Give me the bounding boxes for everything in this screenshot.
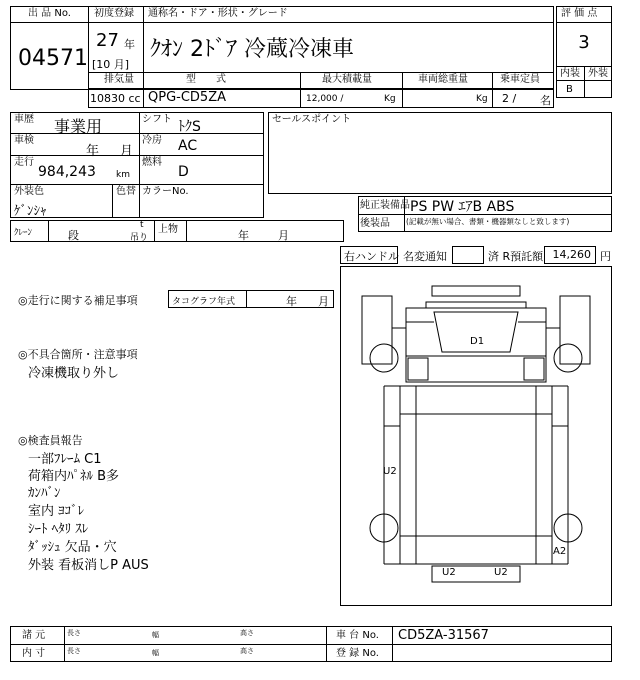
reg-year-unit: 年 [124,38,135,51]
exterior-color-value: ｹﾞﾝｼｬ [14,204,47,219]
reg-month: [10 月] [92,58,130,71]
exterior-grade-label: 外装 [588,68,608,79]
tachograph-year: 年 [286,295,297,308]
crane-lift: 吊り [130,233,149,243]
color-code-label: カラーNo. [142,186,189,197]
crane-t: t [140,220,144,230]
fuel-value: D [178,164,189,180]
tachograph-label: タコグラフ年式 [172,297,236,307]
model-value: QPG-CD5ZA [148,90,226,105]
height-label: 高さ [240,629,254,637]
lot-label: 出 品 No. [28,8,71,19]
report-line: 外装 看板消しP AUS [28,558,149,573]
ac-value: AC [178,138,198,154]
fuel-label: 燃料 [142,157,162,168]
damage-mark: U2 [383,466,397,477]
displacement-value: 10830 cc [90,92,141,105]
damage-mark: U2 [494,567,508,578]
grade-label: 評 価 点 [561,8,598,19]
history-value: 事業用 [54,117,103,136]
interior-grade-label: 内装 [560,68,580,79]
chassis-label: 車 台 No. [336,630,379,641]
dims-label: 諸 元 [22,630,46,641]
ac-label: 冷房 [142,135,162,146]
driving-notes-title: ◎走行に関する補足事項 [18,294,138,307]
upper-month: 月 [278,229,289,242]
report-line: 荷箱内ﾊﾟﾈﾙ B多 [28,469,120,484]
upper-year: 年 [238,229,249,242]
vehicle-diagram [340,266,612,606]
width-label: 幅 [152,631,159,639]
steering-box: 右ハンドル [340,246,398,264]
aftermarket-note: (記載が無い場合、書類・機器類なしと致します) [406,217,570,226]
capacity-unit: 名 [540,94,551,107]
name-change-box [452,246,484,264]
shift-value: ﾄｸS [178,119,201,135]
report-line: 一部ﾌﾚｰﾑ C1 [28,452,102,467]
defect-item: 冷凍機取り外し [28,366,120,381]
tachograph-month: 月 [318,295,329,308]
displacement-label: 排気量 [104,74,134,85]
sales-point-label: セールスポイント [272,114,352,125]
height-label: 高さ [240,647,254,655]
report-line: ﾀﾞｯｼｭ 欠品・穴 [28,540,117,555]
recycle-amount: 14,260 [544,246,596,264]
capacity-label: 乗車定員 [500,74,540,85]
history-label: 車歴 [14,114,34,125]
capacity-value: 2 / [502,92,517,105]
length-label: 長さ [67,647,81,655]
width-label: 幅 [152,649,159,657]
reg-year: 27 [96,30,119,51]
name-label: 通称名・ドア・形状・グレード [148,8,288,19]
inspection-year: 年 [86,144,100,159]
shift-label: シフト [142,114,172,125]
inspector-report-title: ◎検査員報告 [18,434,83,447]
recycle-label: 済 R預託額 [488,250,544,263]
chassis-number: CD5ZA-31567 [398,628,489,643]
model-label: 型 式 [186,74,226,85]
mileage-unit: km [116,170,130,180]
mileage-label: 走行 [14,157,34,168]
max-load-unit: Kg [384,94,396,104]
equipment-value: PS PW ｴｱB ABS [410,199,515,215]
inspection-label: 車検 [14,135,34,146]
upper-label: 上物 [158,224,178,235]
equipment-label: 純正装備品 [360,200,410,211]
color-change-label: 色替 [116,186,136,197]
grade-value: 3 [578,32,590,53]
first-reg-label: 初度登録 [94,8,134,19]
recycle-unit: 円 [600,250,611,263]
crane-label: ｸﾚｰﾝ [14,228,33,238]
defect-title: ◎不具合箇所・注意事項 [18,348,138,361]
length-label: 長さ [67,629,81,637]
name-change-label: 名変通知 [403,250,447,263]
damage-mark: U2 [442,567,456,578]
report-line: ｶﾝﾊﾞﾝ [28,486,61,501]
report-line: 室内 ﾖｺﾞﾚ [28,504,85,519]
interior-grade-value: B [566,84,573,95]
damage-mark: A2 [553,546,567,557]
exterior-color-label: 外装色 [14,186,44,197]
aftermarket-label: 後装品 [360,218,390,229]
max-load-label: 最大積載量 [322,74,372,85]
interior-dims-label: 内 寸 [22,648,46,659]
registration-label: 登 録 No. [336,648,379,659]
total-weight-unit: Kg [476,94,488,104]
max-load-value: 12,000 / [306,94,344,104]
lot-number: 04571 [18,46,88,71]
damage-mark: D1 [470,336,485,347]
total-weight-label: 車両総重量 [418,74,468,85]
inspection-month: 月 [120,144,134,159]
report-line: ｼｰﾄ ﾍﾀﾘ ｽﾚ [28,522,89,537]
mileage-value: 984,243 [38,164,96,180]
vehicle-name: ｸｵﾝ 2ﾄﾞｱ 冷蔵冷凍車 [150,37,354,62]
crane-dan: 段 [68,229,79,242]
